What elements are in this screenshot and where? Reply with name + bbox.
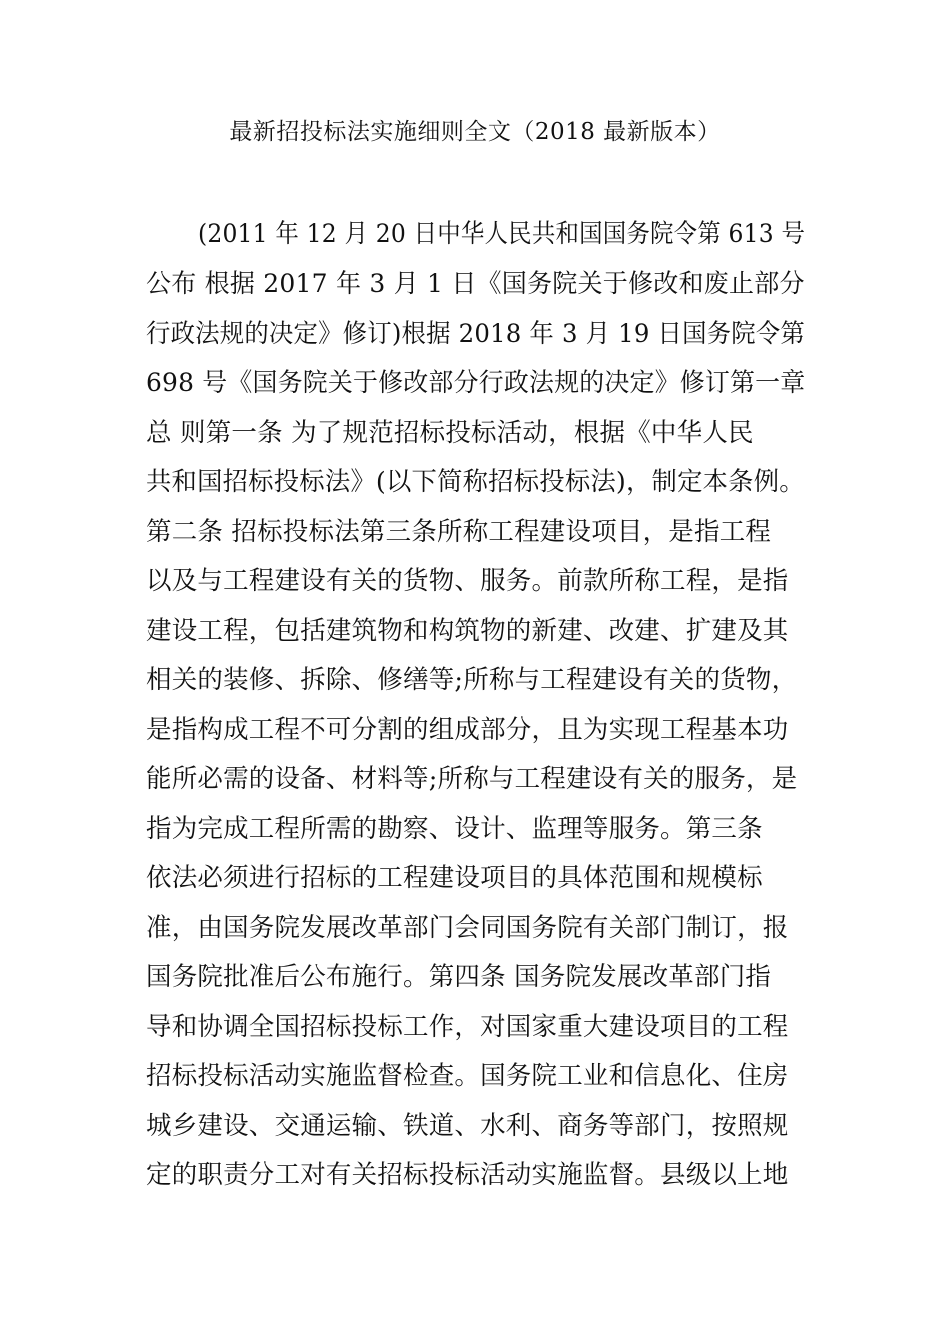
body-line-11: 是指构成工程不可分割的组成部分，且为实现工程基本功	[146, 715, 789, 745]
body-line-18: 招标投标活动实施监督检查。国务院工业和信息化、住房	[146, 1061, 789, 1091]
body-line-6: 共和国招标投标法》(以下简称招标投标法)，制定本条例。	[146, 467, 805, 497]
body-line-3: 行政法规的决定》修订)根据 2018 年 3 月 19 日国务院令第	[146, 319, 805, 349]
body-line-15: 准，由国务院发展改革部门会同国务院有关部门制订，报	[146, 913, 789, 943]
body-line-16: 国务院批准后公布施行。第四条 国务院发展改革部门指	[146, 962, 772, 992]
document-title: 最新招投标法实施细则全文（2018 最新版本）	[229, 119, 721, 145]
body-line-14: 依法必须进行招标的工程建设项目的具体范围和规模标	[146, 863, 763, 893]
body-line-1: (2011 年 12 月 20 日中华人民共和国国务院令第 613 号	[198, 219, 806, 249]
body-line-20: 定的职责分工对有关招标投标活动实施监督。县级以上地	[146, 1160, 789, 1190]
body-line-2: 公布 根据 2017 年 3 月 1 日《国务院关于修改和废止部分	[146, 269, 805, 299]
body-line-12: 能所必需的设备、材料等;所称与工程建设有关的服务，是	[146, 764, 798, 794]
body-line-17: 导和协调全国招标投标工作，对国家重大建设项目的工程	[146, 1012, 789, 1042]
body-line-5: 总 则第一条 为了规范招标投标活动，根据《中华人民	[146, 418, 754, 448]
body-line-7: 第二条 招标投标法第三条所称工程建设项目，是指工程	[146, 517, 772, 547]
body-line-4: 698 号《国务院关于修改部分行政法规的决定》修订第一章	[146, 368, 806, 398]
body-line-9: 建设工程，包括建筑物和构筑物的新建、改建、扩建及其	[146, 616, 789, 646]
body-line-19: 城乡建设、交通运输、铁道、水利、商务等部门，按照规	[146, 1111, 789, 1141]
body-line-13: 指为完成工程所需的勘察、设计、监理等服务。第三条	[146, 814, 763, 844]
body-line-10: 相关的装修、拆除、修缮等;所称与工程建设有关的货物，	[146, 665, 798, 695]
body-line-8: 以及与工程建设有关的货物、服务。前款所称工程，是指	[146, 566, 789, 596]
